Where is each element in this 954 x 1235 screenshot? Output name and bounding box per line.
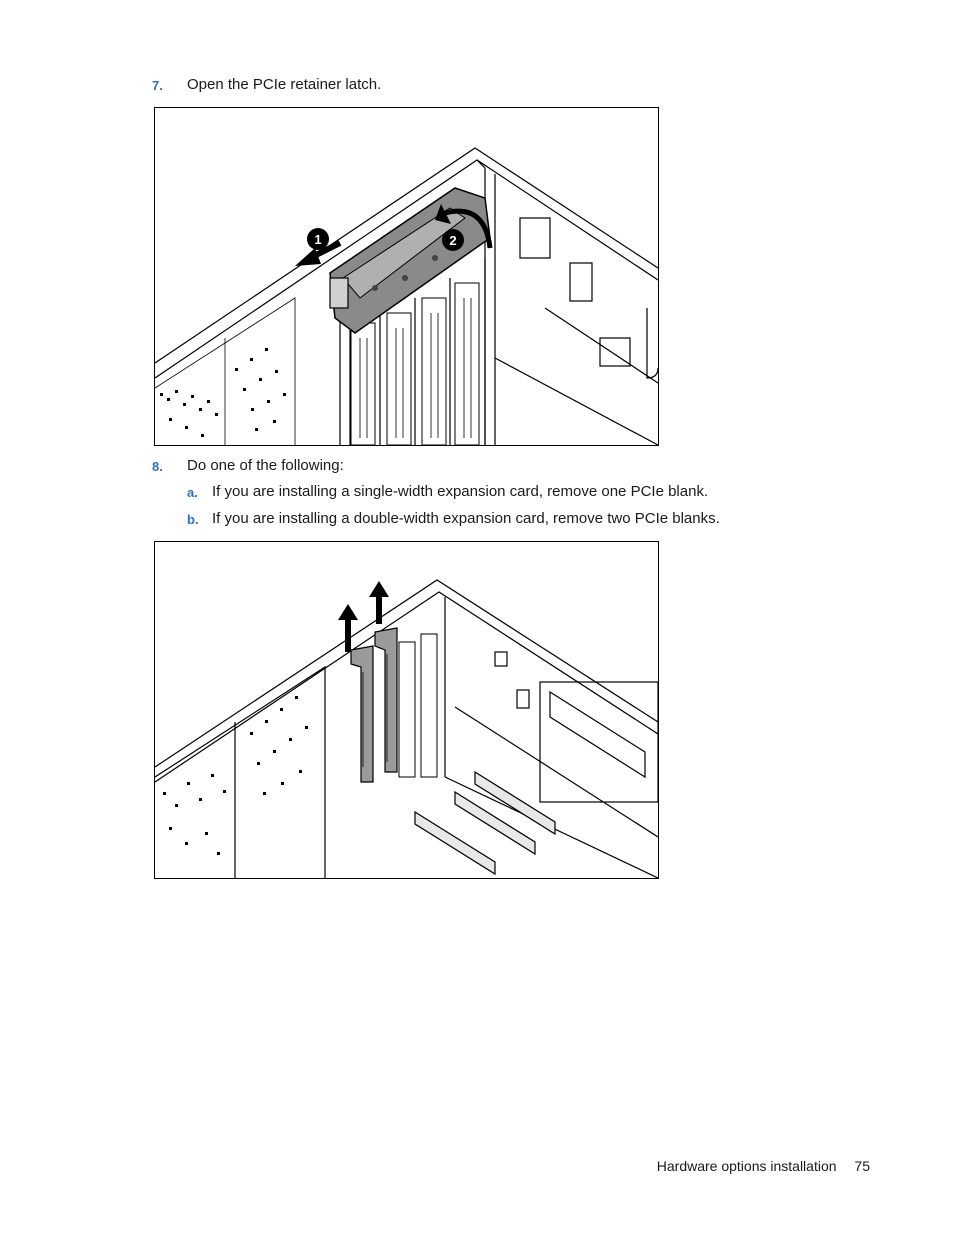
figure-remove-pcie-blanks [154,541,659,879]
footer-section-title: Hardware options installation [656,1158,837,1174]
page-footer [657,1158,870,1174]
svg-text:1: 1 [314,232,322,247]
substep-text: If you are installing a single-width expansion card, remove one PCIe blank. [212,483,709,500]
step-number: 8. [152,459,163,474]
pcie-slots [415,772,555,874]
pcie-blank-left [351,646,373,782]
substep-letter: b. [187,512,199,527]
figure-retainer-latch [154,107,659,446]
page-number: 75 [854,1158,870,1174]
svg-text:2: 2 [449,233,457,248]
step-text: Open the PCIe retainer latch. [187,76,382,93]
pcie-blanks-illustration [155,542,658,878]
retainer-latch-illustration [155,108,658,445]
callout-2 [442,229,464,251]
arrow-up-right [369,581,389,624]
arrow-up-left [338,604,358,652]
substep-text: If you are installing a double-width expansion card, remove two PCIe blanks. [212,510,720,527]
pcie-blank-right [375,628,397,772]
step-text: Do one of the following: [187,457,344,474]
step-number: 7. [152,78,163,93]
substep-letter: a. [187,485,198,500]
callout-1 [307,228,329,250]
